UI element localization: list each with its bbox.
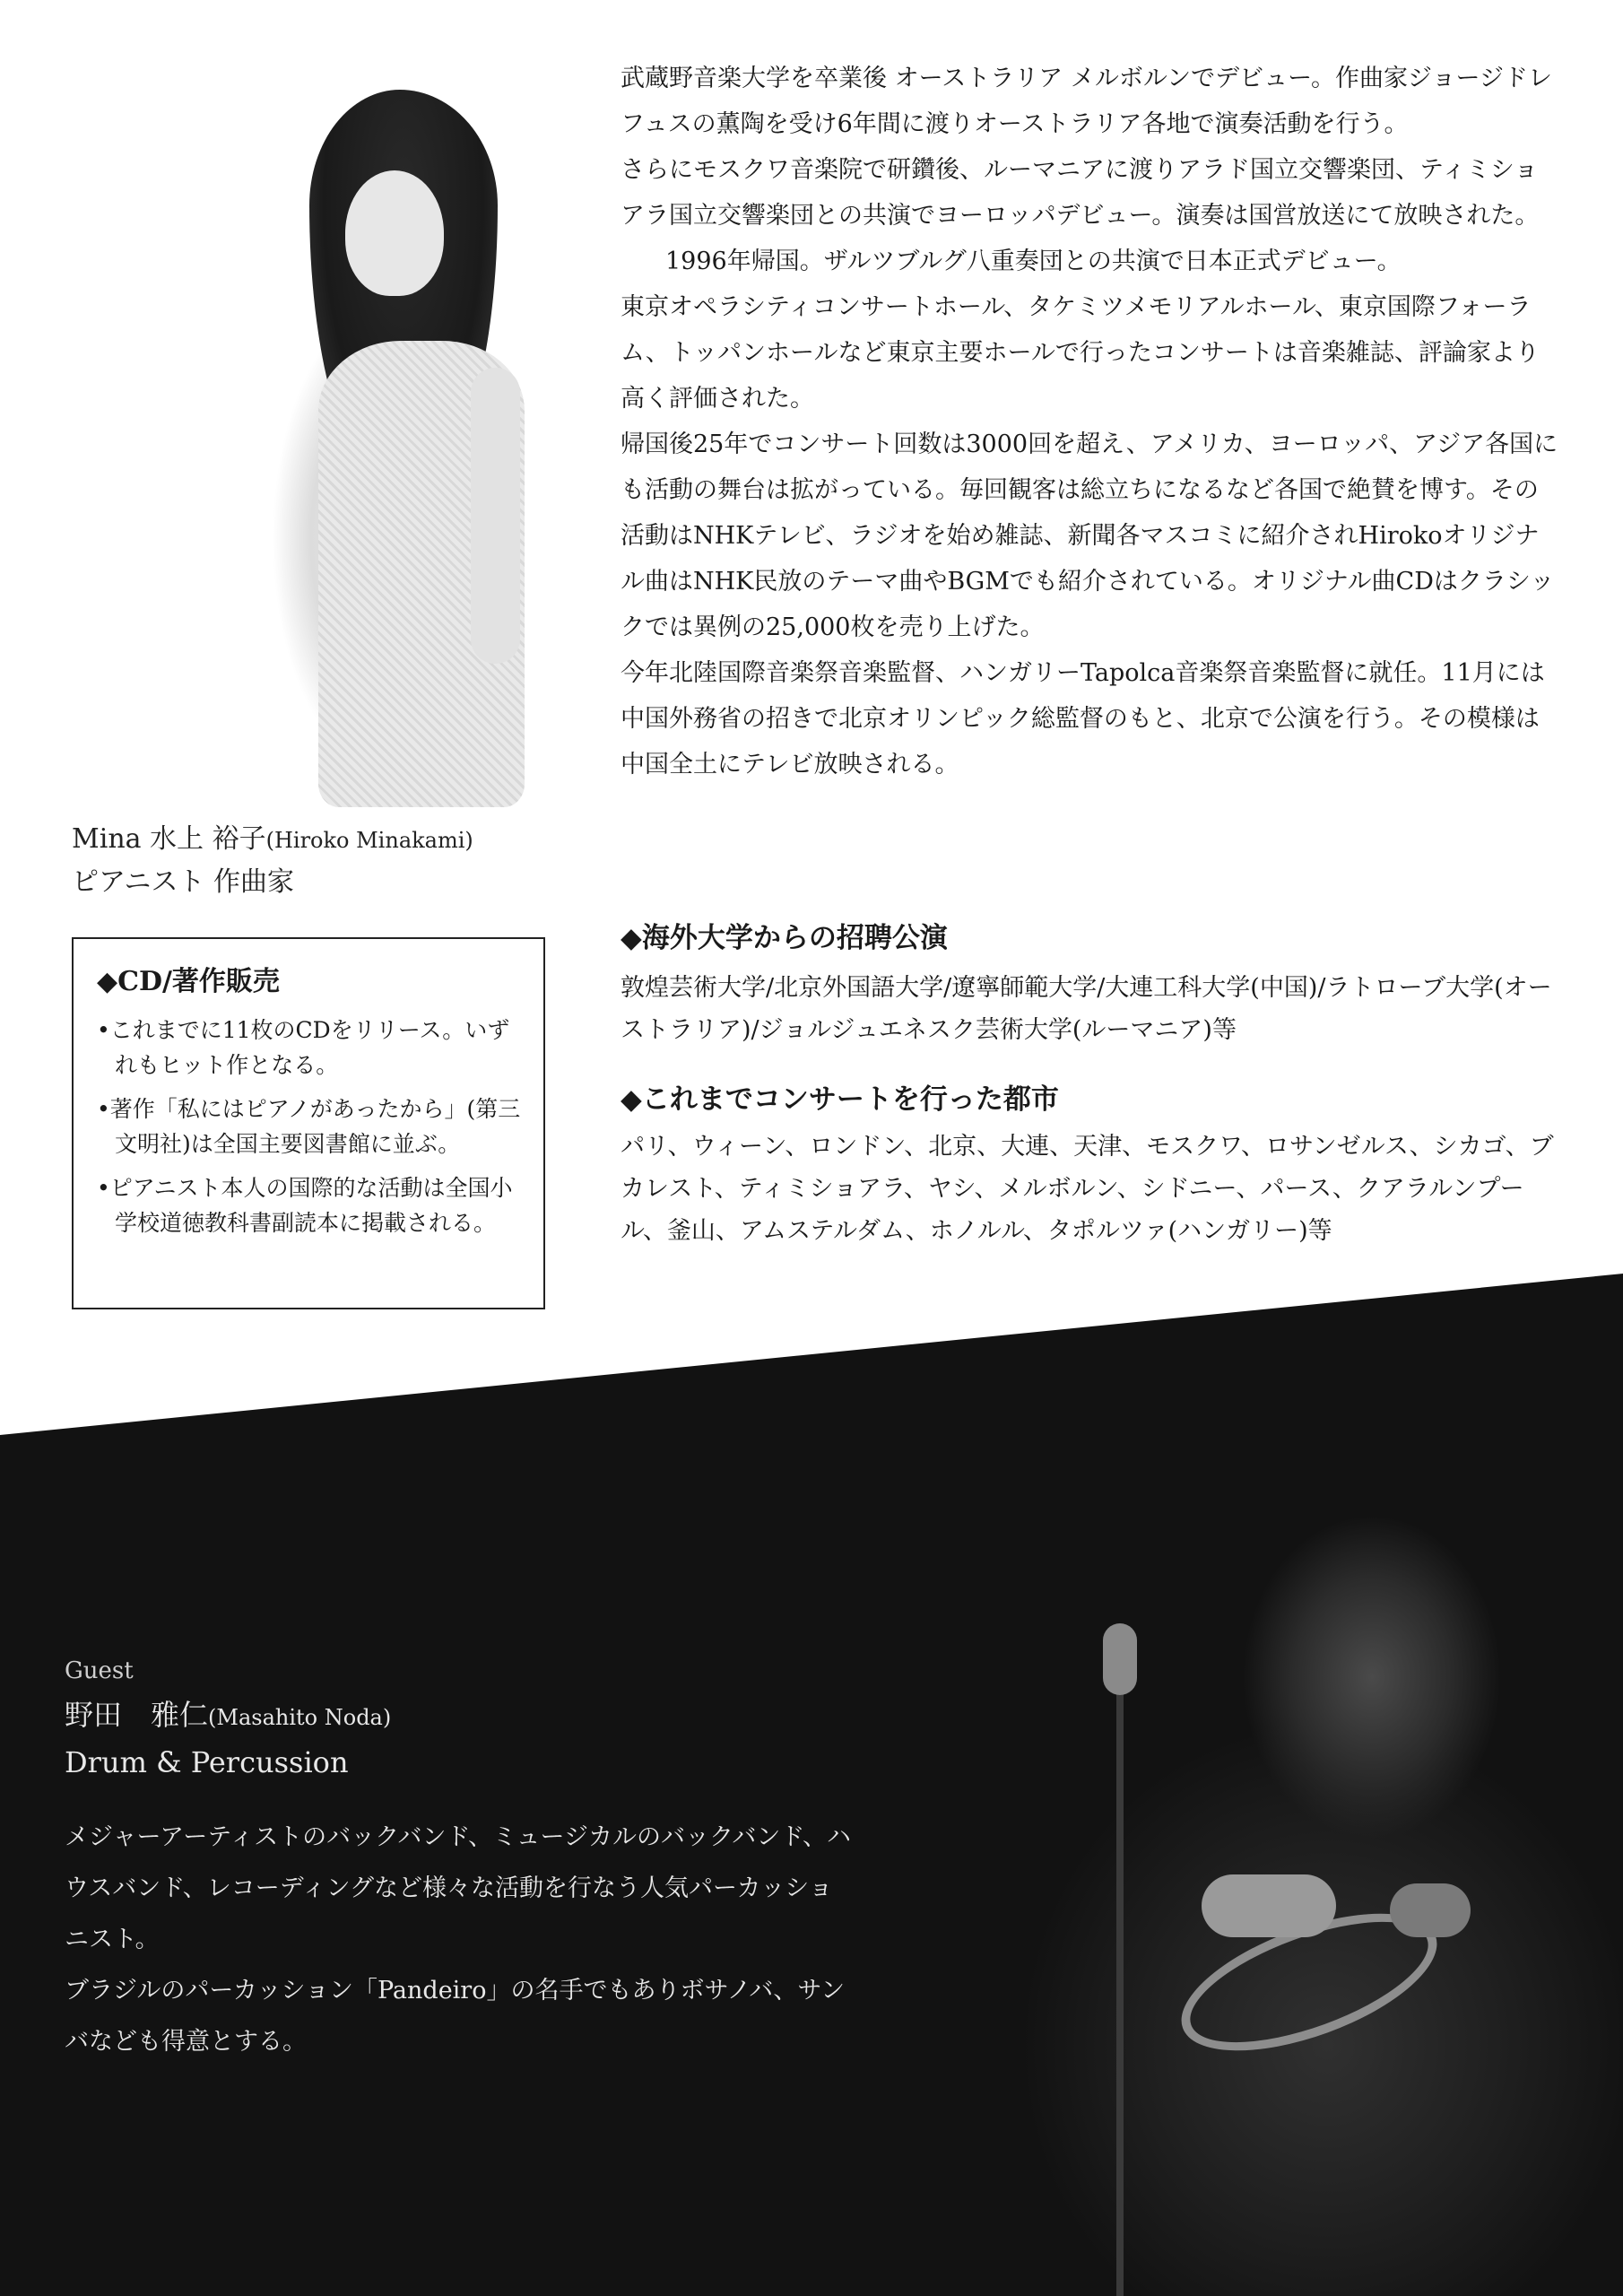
guest-name-romaji: (Masahito Noda)	[208, 1705, 392, 1730]
pianist-name-romaji: (Hiroko Minakami)	[265, 828, 473, 853]
cd-box-item: •ピアニスト本人の国際的な活動は全国小学校道徳教科書副読本に掲載される。	[97, 1175, 513, 1236]
guest-role: Drum & Percussion	[65, 1745, 349, 1779]
guest-label: Guest	[65, 1657, 134, 1684]
bio-paragraph: 東京オペラシティコンサートホール、タケミツメモリアルホール、東京国際フォーラム、トッパンホールなど東京主要ホールで行ったコンサートは音楽雑誌、評論家より高く評価された。	[621, 293, 1540, 413]
bio-paragraph: 武蔵野音楽大学を卒業後 オーストラリア メルボルンでデビュー。作曲家ジョージドレフュスの薫陶を受け6年間に渡りオーストラリア各地で演奏活動を行う。	[621, 65, 1552, 138]
guest-biography	[65, 1812, 854, 2067]
cd-box-list	[97, 1013, 525, 1240]
universities-heading: ◆海外大学からの招聘公演	[621, 922, 948, 954]
cities-list: パリ、ウィーン、ロンドン、北京、大連、天津、モスクワ、ロサンゼルス、シカゴ、ブカレスト、ティミショアラ、ヤシ、メルボルン、シドニー、パース、クアラルンプール、釜山、アムステルダム、ホノルル、タポルツァ(ハンガリー)等	[621, 1133, 1554, 1245]
guest-photo	[906, 1471, 1623, 2296]
pianist-name-main: Mina 水上 裕子	[72, 823, 266, 855]
photo-hand	[1390, 1883, 1471, 1937]
guest-bio-paragraph: ブラジルのパーカッション「Pandeiro」の名手でもありボサノバ、サンバなども得意とする。	[65, 1977, 846, 2056]
cd-sales-box	[72, 937, 545, 1309]
bio-paragraph: さらにモスクワ音楽院で研鑽後、ルーマニアに渡りアラド国立交響楽団、ティミショアラ国立交響楽団との共演でヨーロッパデビュー。演奏は国営放送にて放映された。	[621, 156, 1540, 230]
bio-paragraph: 帰国後25年でコンサート回数は3000回を超え、アメリカ、ヨーロッパ、アジア各国にも活動の舞台は拡がっている。毎回観客は総立ちになるなど各国で絶賛を博す。その活動はNHKテレビ、ラジオを始め雑誌、新聞各マスコミに紹介されHirokoオリジナル曲はNHK民放のテーマ曲やBGMでも紹介されている。オリジナル曲CDはクラシックでは異例の25,000枚を売り上げた。	[621, 430, 1558, 641]
guest-bio-paragraph: メジャーアーティストのバックバンド、ミュージカルのバックバンド、ハウスバンド、レコーディングなど様々な活動を行なう人気パーカッショニスト。	[65, 1823, 851, 1953]
cd-box-item: •著作「私にはピアノがあったから」(第三文明社)は全国主要図書館に並ぶ。	[97, 1096, 521, 1157]
photo-microphone	[1103, 1623, 1137, 1695]
universities-list: 敦煌芸術大学/北京外国語大学/遼寧師範大学/大連工科大学(中国)/ラトローブ大学(オーストラリア)/ジョルジュエネスク芸術大学(ルーマニア)等	[621, 974, 1552, 1044]
pianist-role: ピアニスト 作曲家	[72, 866, 295, 898]
pianist-photo	[135, 36, 556, 807]
pianist-biography	[621, 56, 1562, 787]
photo-hand	[1202, 1874, 1336, 1937]
guest-name	[65, 1692, 391, 1734]
pianist-name	[72, 816, 473, 856]
bio-paragraph: 今年北陸国際音楽祭音楽監督、ハンガリーTapolca音楽祭音楽監督に就任。11月には中国外務省の招きで北京オリンピック総監督のもと、北京で公演を行う。その模様は中国全土にテレビ放映される。	[621, 659, 1545, 778]
photo-face	[345, 170, 444, 296]
cd-box-title: ◆CD/著作販売	[97, 966, 280, 997]
bio-paragraph: 1996年帰国。ザルツブルグ八重奏団との共演で日本正式デビュー。	[665, 248, 1402, 275]
guest-name-main: 野田 雅仁	[65, 1698, 209, 1732]
photo-arm	[471, 368, 520, 664]
cities-heading: ◆これまでコンサートを行った都市	[621, 1083, 1059, 1116]
photo-mic-stand	[1116, 1677, 1124, 2296]
cd-box-item: •これまでに11枚のCDをリリース。いずれもヒット作となる。	[97, 1017, 510, 1078]
